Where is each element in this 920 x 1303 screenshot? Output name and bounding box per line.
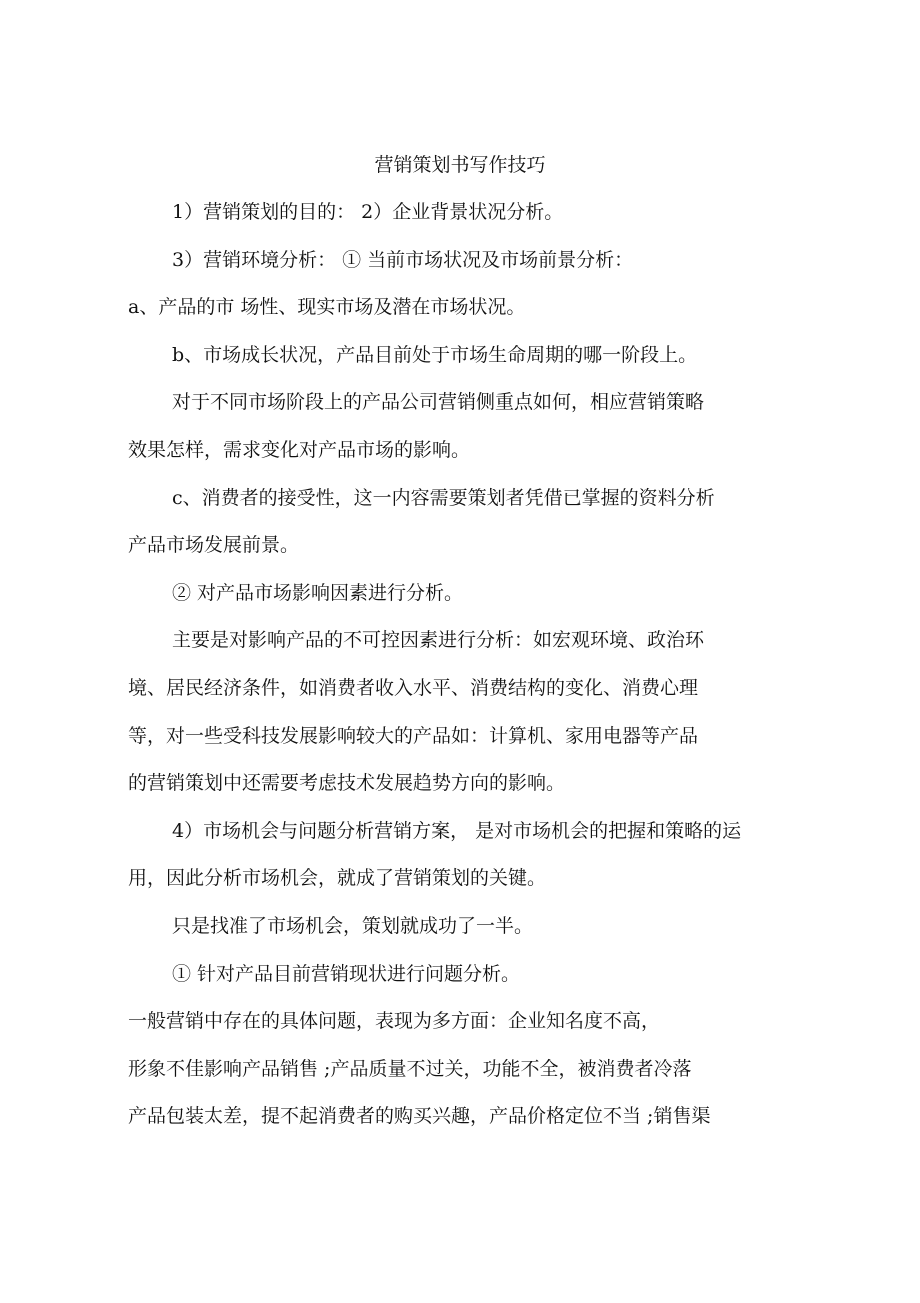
paragraph-line-11: 境、居民经济条件，如消费者收入水平、消费结构的变化、消费心理 bbox=[128, 677, 699, 699]
paragraph-line-2: 3）营销环境分析： ① 当前市场状况及市场前景分析： bbox=[172, 249, 634, 271]
paragraph-line-13: 的营销策划中还需要考虑技术发展趋势方向的影响。 bbox=[128, 772, 566, 794]
paragraph-line-4: b、市场成长状况，产品目前处于市场生命周期的哪一阶段上。 bbox=[172, 344, 698, 366]
paragraph-line-19: 形象不佳影响产品销售 ;产品质量不过关，功能不全，被消费者冷落 bbox=[128, 1058, 692, 1080]
paragraph-line-3: a、产品的市 场性、现实市场及潜在市场状况。 bbox=[128, 296, 526, 318]
paragraph-line-20: 产品包装太差，提不起消费者的购买兴趣，产品价格定位不当 ;销售渠 bbox=[128, 1105, 711, 1127]
paragraph-line-5: 对于不同市场阶段上的产品公司营销侧重点如何，相应营销策略 bbox=[172, 391, 705, 413]
paragraph-line-8: 产品市场发展前景。 bbox=[128, 534, 300, 556]
paragraph-line-6: 效果怎样，需求变化对产品市场的影响。 bbox=[128, 439, 471, 461]
document-title: 营销策划书写作技巧 bbox=[374, 154, 546, 176]
paragraph-line-17: ① 针对产品目前营销现状进行问题分析。 bbox=[172, 963, 521, 985]
paragraph-line-15: 用，因此分析市场机会，就成了营销策划的关键。 bbox=[128, 867, 547, 889]
paragraph-line-9: ② 对产品市场影响因素进行分析。 bbox=[172, 582, 464, 604]
paragraph-line-7: c、消费者的接受性，这一内容需要策划者凭借已掌握的资料分析 bbox=[172, 487, 715, 509]
paragraph-line-1: 1）营销策划的目的： 2）企业背景状况分析。 bbox=[172, 201, 564, 223]
paragraph-line-12: 等，对一些受科技发展影响较大的产品如：计算机、家用电器等产品 bbox=[128, 725, 699, 747]
paragraph-line-16: 只是找准了市场机会，策划就成功了一半。 bbox=[172, 915, 534, 937]
paragraph-line-14: 4）市场机会与问题分析营销方案， 是对市场机会的把握和策略的运 bbox=[172, 820, 742, 842]
paragraph-line-10: 主要是对影响产品的不可控因素进行分析：如宏观环境、政治环 bbox=[172, 629, 705, 651]
paragraph-line-18: 一般营销中存在的具体问题，表现为多方面：企业知名度不高， bbox=[128, 1010, 661, 1032]
